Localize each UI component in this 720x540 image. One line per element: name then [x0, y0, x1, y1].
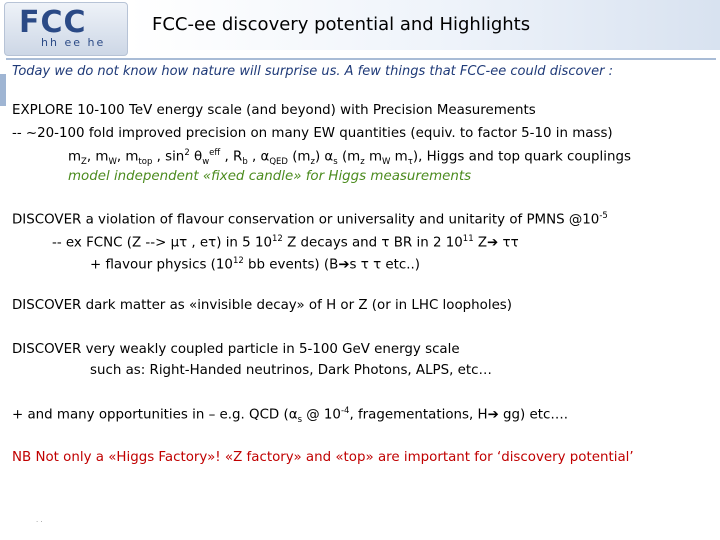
footer-marks: · ·	[36, 518, 43, 526]
discover1-line1	[12, 211, 608, 227]
intro-text: Today we do not know how nature will surprise us. A few things that FCC-ee could discover :	[12, 64, 613, 79]
discover1-line3: + flavour physics ($10^{12}$ bb events) (B➔s τ τ etc..)	[90, 256, 421, 273]
discover1-exponent: -5	[599, 211, 608, 221]
title-separator	[6, 58, 716, 60]
logo-sub-text: hh ee he	[41, 36, 106, 49]
discover1-line2-text: -- ex FCNC (Z -->	[52, 235, 167, 251]
explore-line1: EXPLORE 10-100 TeV energy scale (and beyond) with Precision Measurements	[12, 103, 536, 118]
discover1-line3-text: + flavour physics (10	[90, 257, 233, 273]
discover1-text: DISCOVER a violation of flavour conservation or universality and unitarity of PMNS @10	[12, 212, 600, 228]
opportunities-rest: fragementations, H	[357, 407, 488, 423]
left-accent-bar	[0, 74, 6, 106]
nb-line: NB Not only a «Higgs Factory»! «Z factory» and «top» are important for ‘discovery potential’	[12, 450, 634, 465]
discover1-line3-rest: bb events)	[248, 257, 320, 273]
explore-line4: model independent «fixed candle» for Higgs measurements	[68, 169, 472, 184]
discover1-line2: -- ex FCNC (Z --> μτ , eτ) in 5 $10^{12}$ Z decays and τ BR in 2 $10^{11}$ Z➔ ττ	[52, 234, 519, 251]
discover3-line2: such as: Right-Handed neutrinos, Dark Photons, ALPS, etc…	[90, 363, 492, 378]
discover1-line3-exp: 12	[232, 256, 244, 266]
logo-main-text: FCC	[19, 5, 87, 40]
explore-line2: -- ~20-100 fold improved precision on many EW quantities (equiv. to factor 5-10 in mass)	[12, 126, 613, 141]
discover2-line: DISCOVER dark matter as «invisible decay» of H or Z (or in LHC loopholes)	[12, 298, 513, 313]
opportunities-line: + and many opportunities in – e.g. QCD ($\alpha_s$ @ $10^{-4}$, fragementations, H➔ gg) etc….	[12, 406, 569, 426]
explore-params-text: Higgs and top quark couplings	[426, 149, 631, 165]
slide-title: FCC-ee discovery potential and Highlights	[152, 14, 531, 35]
explore-params: $m_Z$, $m_W$, $m_{top}$ , $\sin^2 \theta_w^{eff}$ , $R_b$ , $\alpha_{QED}$ $(m_z)$ $\alpha_s$ ($m_z$ $m_W$ $m_\tau$), Higgs and top quark couplings	[68, 148, 631, 168]
opportunities-text: + and many opportunities in – e.g. QCD	[12, 407, 280, 423]
fcc-logo	[4, 2, 128, 56]
discover3-line1: DISCOVER very weakly coupled particle in 5-100 GeV energy scale	[12, 342, 460, 357]
